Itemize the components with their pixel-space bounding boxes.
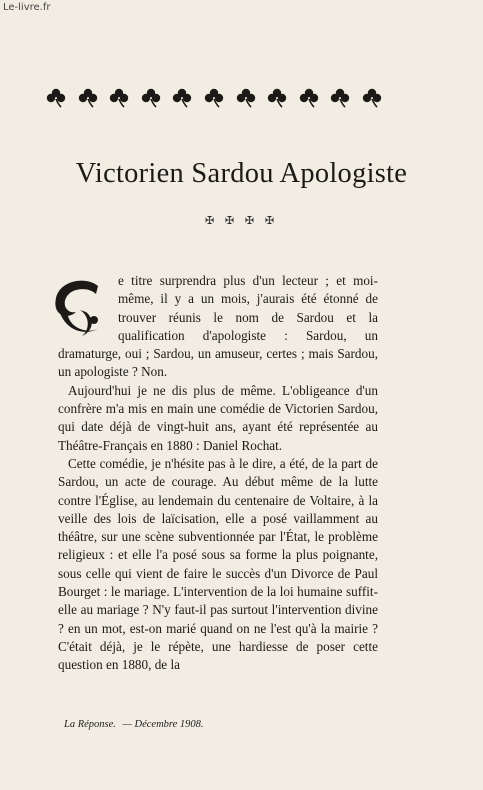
footer-date: — Décembre 1908.	[122, 719, 204, 730]
paragraph-2: Aujourd'hui je ne dis plus de même. L'obligeance d'un confrère m'a mis en main une comédie de Victorien Sardou, qui date déjà de vingt-huit ans, ayant été représentée au Théâtre-Français en 1880 : Daniel Rochat.	[58, 382, 378, 453]
clover-icon	[141, 88, 161, 108]
paragraph-3: Cette comédie, je n'hésite pas à le dire, a été, de la part de Sardou, un acte de courage. Au début même de la lutte contre l'Église, au lendemain du centenaire de Voltaire, à la veille des lois de laïcisation, elle a posé vaillamment au théâtre, sur une scène subventionnée par l'État, le problème religieux : et elle l'a posé sous sa forme la plus poignante, sous celle qui vient de faire le succès d'un Divorce de Paul Bourget : le mariage. L'intervention de la loi humaine suffit-elle au mariage ? N'y faut-il pas surtout l'intervention divine ? en un mot, est-on marié quand on ne l'est qu'à la mairie ? C'était déjà, je le répète, une hardiesse de poser cette question en 1880, de la	[58, 455, 378, 673]
paragraph-1-text: e titre surprendra plus d'un lecteur ; et moi-même, il y a un mois, j'aurais été étonné de trouver réunis le nom de Sardou et la qualification d'apologiste : Sardou, un dramaturge, oui ; Sardou, un amuseur, certes ; mais Sardou, un apologiste ? Non.	[58, 273, 378, 380]
clover-icon	[78, 88, 98, 108]
paragraph-1	[58, 272, 378, 382]
watermark: Le-livre.fr	[3, 2, 51, 13]
clover-icon	[109, 88, 129, 108]
clover-icon	[172, 88, 192, 108]
footer-source: La Réponse.	[64, 719, 116, 730]
article-body	[58, 272, 378, 675]
section-divider: ✠ ✠ ✠ ✠	[204, 215, 279, 227]
clover-icon	[299, 88, 319, 108]
clover-icon	[362, 88, 382, 108]
clover-icon	[204, 88, 224, 108]
page-footer	[64, 719, 208, 730]
clover-icon	[267, 88, 287, 108]
clover-ornament-row	[46, 86, 382, 110]
clover-icon	[330, 88, 350, 108]
page-title: Victorien Sardou Apologiste	[75, 157, 408, 189]
clover-icon	[46, 88, 66, 108]
drop-cap-c-icon	[46, 276, 112, 342]
clover-icon	[236, 88, 256, 108]
